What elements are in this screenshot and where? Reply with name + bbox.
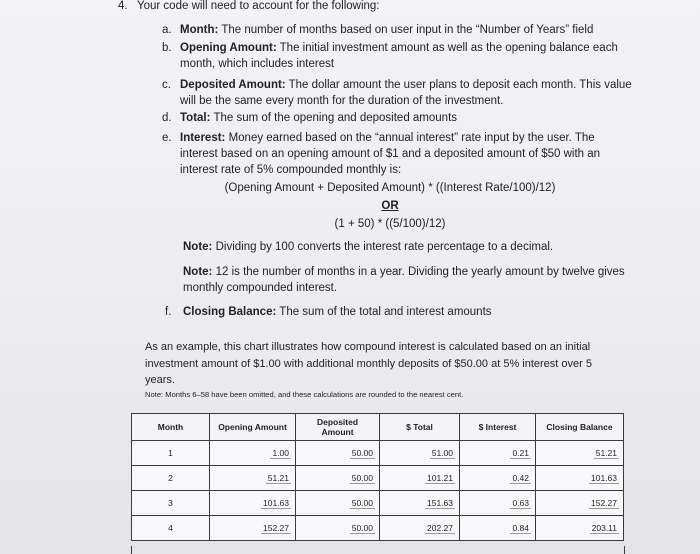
- item-f-label: Closing Balance:: [183, 306, 277, 318]
- item-b: [180, 41, 618, 56]
- list-marker-d: d.: [162, 112, 172, 124]
- list-marker-a: a.: [162, 24, 172, 36]
- item-f-text: The sum of the total and interest amounts: [276, 306, 492, 318]
- item-e-label: Interest:: [180, 132, 226, 144]
- cell-deposited-amount: 50.00: [296, 466, 380, 491]
- cell-month: 3: [132, 491, 210, 516]
- cell-interest: 0.63: [460, 491, 536, 516]
- table-row: [132, 441, 624, 466]
- column-header-opening-amount: Opening Amount: [210, 414, 296, 441]
- cell-total: 151.63: [380, 491, 460, 516]
- cell-opening-amount: 1.00: [210, 441, 296, 466]
- column-header-closing-balance: Closing Balance: [536, 414, 624, 441]
- table-row: [132, 516, 624, 541]
- item-e-text-3: interest rate of 5% compounded monthly is:: [180, 164, 402, 176]
- cell-total: 202.27: [380, 516, 460, 541]
- list-marker-e: e.: [162, 132, 172, 144]
- note-decimal: [183, 240, 553, 255]
- item-f: [183, 305, 492, 320]
- list-marker-b: b.: [162, 42, 172, 54]
- note-months-text: 12 is the number of months in a year. Dividing the yearly amount by twelve gives: [212, 266, 625, 278]
- table-cutoff-edge: [131, 546, 625, 554]
- item-d: [180, 111, 457, 126]
- note-months-label: Note:: [183, 266, 213, 278]
- cell-total: 51.00: [380, 441, 460, 466]
- item-c-text: The dollar amount the user plans to deposit each month. This value: [285, 79, 632, 91]
- cell-closing-balance: 51.21: [536, 441, 624, 466]
- table-header-row: [132, 414, 624, 441]
- item-b-text-2: month, which includes interest: [180, 58, 335, 70]
- cell-deposited-amount: 50.00: [296, 516, 380, 541]
- example-line-2: investment amount of $1.00 with additional monthly deposits of $50.00 at 5% interest over 5: [145, 358, 592, 370]
- cell-total: 101.21: [380, 466, 460, 491]
- cell-interest: 0.42: [460, 466, 536, 491]
- list-marker-f: f.: [165, 306, 172, 318]
- table-row: [132, 466, 624, 491]
- item-c-label: Deposited Amount:: [180, 79, 286, 91]
- column-header-month: Month: [132, 414, 210, 441]
- compound-interest-table: [131, 413, 624, 541]
- formula-general: (Opening Amount + Deposited Amount) * ((Interest Rate/100)/12): [224, 182, 556, 194]
- table-row: [132, 491, 624, 516]
- example-line-1: As an example, this chart illustrates how compound interest is calculated based on an initial: [145, 341, 591, 353]
- formula-or: OR: [381, 200, 399, 212]
- note-months-text-2: monthly compounded interest.: [183, 282, 338, 294]
- cell-interest: 0.84: [460, 516, 536, 541]
- item-d-label: Total:: [180, 112, 211, 124]
- formula-example: (1 + 50) * ((5/100)/12): [334, 218, 446, 230]
- column-header-total: $ Total: [380, 414, 460, 441]
- cell-interest: 0.21: [460, 441, 536, 466]
- item-e-text: Money earned based on the “annual interest” rate input by the user. The: [225, 132, 595, 144]
- column-header-deposited-amount: Deposited Amount: [296, 414, 380, 441]
- item-c: [180, 78, 632, 93]
- item-e: [180, 131, 595, 146]
- item-b-text: The initial investment amount as well as the opening balance each: [276, 42, 618, 54]
- example-note: Note: Months 6–58 have been omitted, and these calculations are rounded to the nearest cent.: [145, 390, 464, 399]
- cell-opening-amount: 152.27: [210, 516, 296, 541]
- list-marker-c: c.: [162, 79, 171, 91]
- item-d-text: The sum of the opening and deposited amounts: [210, 112, 458, 124]
- note-decimal-label: Note:: [183, 241, 213, 253]
- list-marker-4: 4.: [118, 0, 128, 12]
- cell-month: 1: [132, 441, 210, 466]
- example-line-3: years.: [145, 374, 175, 386]
- cell-month: 2: [132, 466, 210, 491]
- cell-month: 4: [132, 516, 210, 541]
- column-header-interest: $ Interest: [460, 414, 536, 441]
- cell-closing-balance: 203.11: [536, 516, 624, 541]
- item-a: [180, 23, 593, 38]
- item-b-label: Opening Amount:: [180, 42, 277, 54]
- cell-closing-balance: 152.27: [536, 491, 624, 516]
- cell-opening-amount: 51.21: [210, 466, 296, 491]
- cell-opening-amount: 101.63: [210, 491, 296, 516]
- cell-closing-balance: 101.63: [536, 466, 624, 491]
- item-e-text-2: interest based on an opening amount of $1 and a deposited amount of $50 with an: [180, 148, 601, 160]
- item-c-text-2: will be the same every month for the duration of the investment.: [180, 95, 504, 107]
- note-decimal-text: Dividing by 100 converts the interest rate percentage to a decimal.: [212, 241, 554, 253]
- cell-deposited-amount: 50.00: [296, 441, 380, 466]
- item-a-text: The number of months based on user input in the “Number of Years” field: [218, 24, 594, 36]
- cell-deposited-amount: 50.00: [296, 491, 380, 516]
- item-a-label: Month:: [180, 24, 219, 36]
- item-4-text: Your code will need to account for the following:: [137, 0, 380, 12]
- note-months: [183, 265, 625, 280]
